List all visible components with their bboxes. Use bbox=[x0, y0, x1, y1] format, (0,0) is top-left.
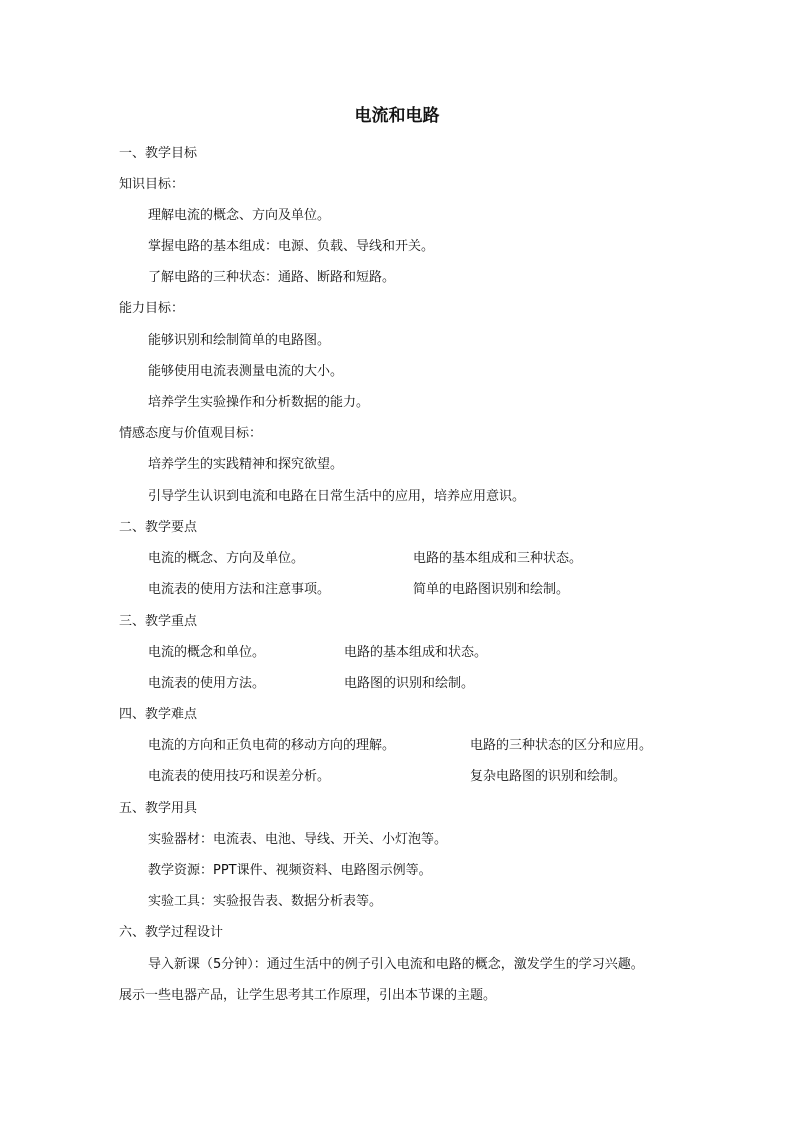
teaching-aid-item: 实验器材：电流表、电池、导线、开关、小灯泡等。 bbox=[148, 832, 448, 847]
section-heading-teaching-aids: 五、教学用具 bbox=[119, 801, 198, 816]
focus-item: 电路图的识别和绘制。 bbox=[344, 676, 475, 691]
section-heading-key-points: 二、教学要点 bbox=[119, 520, 198, 535]
knowledge-item: 了解电路的三种状态：通路、断路和短路。 bbox=[148, 270, 396, 285]
focus-item: 电路的基本组成和状态。 bbox=[344, 645, 488, 660]
ability-item: 能够使用电流表测量电流的大小。 bbox=[148, 364, 344, 379]
section-heading-focus: 三、教学重点 bbox=[119, 614, 198, 629]
key-point-item: 简单的电路图识别和绘制。 bbox=[413, 582, 570, 597]
key-point-item: 电流表的使用方法和注意事项。 bbox=[148, 582, 331, 597]
section-heading-objectives: 一、教学目标 bbox=[119, 146, 198, 161]
difficulty-item: 电流表的使用技巧和误差分析。 bbox=[148, 769, 331, 784]
ability-item: 能够识别和绘制简单的电路图。 bbox=[148, 333, 331, 348]
attitude-item: 引导学生认识到电流和电路在日常生活中的应用，培养应用意识。 bbox=[148, 489, 526, 504]
key-point-item: 电流的概念、方向及单位。 bbox=[148, 551, 305, 566]
difficulty-item: 电路的三种状态的区分和应用。 bbox=[470, 738, 653, 753]
focus-item: 电流的概念和单位。 bbox=[148, 645, 266, 660]
attitude-objectives-label: 情感态度与价值观目标： bbox=[119, 426, 263, 441]
page-title: 电流和电路 bbox=[354, 106, 440, 126]
difficulty-item: 电流的方向和正负电荷的移动方向的理解。 bbox=[148, 738, 396, 753]
teaching-aid-item: 实验工具：实验报告表、数据分析表等。 bbox=[148, 894, 383, 909]
attitude-item: 培养学生的实践精神和探究欲望。 bbox=[148, 457, 344, 472]
key-point-item: 电路的基本组成和三种状态。 bbox=[413, 551, 583, 566]
difficulty-item: 复杂电路图的识别和绘制。 bbox=[470, 769, 627, 784]
teaching-aid-item: 教学资源：PPT课件、视频资料、电路图示例等。 bbox=[148, 863, 432, 878]
section-heading-difficulties: 四、教学难点 bbox=[119, 707, 198, 722]
knowledge-item: 理解电流的概念、方向及单位。 bbox=[148, 208, 331, 223]
focus-item: 电流表的使用方法。 bbox=[148, 676, 266, 691]
knowledge-item: 掌握电路的基本组成：电源、负载、导线和开关。 bbox=[148, 239, 435, 254]
process-paragraph-line: 展示一些电器产品，让学生思考其工作原理，引出本节课的主题。 bbox=[119, 988, 497, 1003]
section-heading-process: 六、教学过程设计 bbox=[119, 925, 224, 940]
knowledge-objectives-label: 知识目标： bbox=[119, 177, 185, 192]
process-paragraph-line: 导入新课（5分钟）：通过生活中的例子引入电流和电路的概念，激发学生的学习兴趣。 bbox=[148, 957, 644, 972]
ability-item: 培养学生实验操作和分析数据的能力。 bbox=[148, 395, 370, 410]
ability-objectives-label: 能力目标： bbox=[119, 301, 185, 316]
